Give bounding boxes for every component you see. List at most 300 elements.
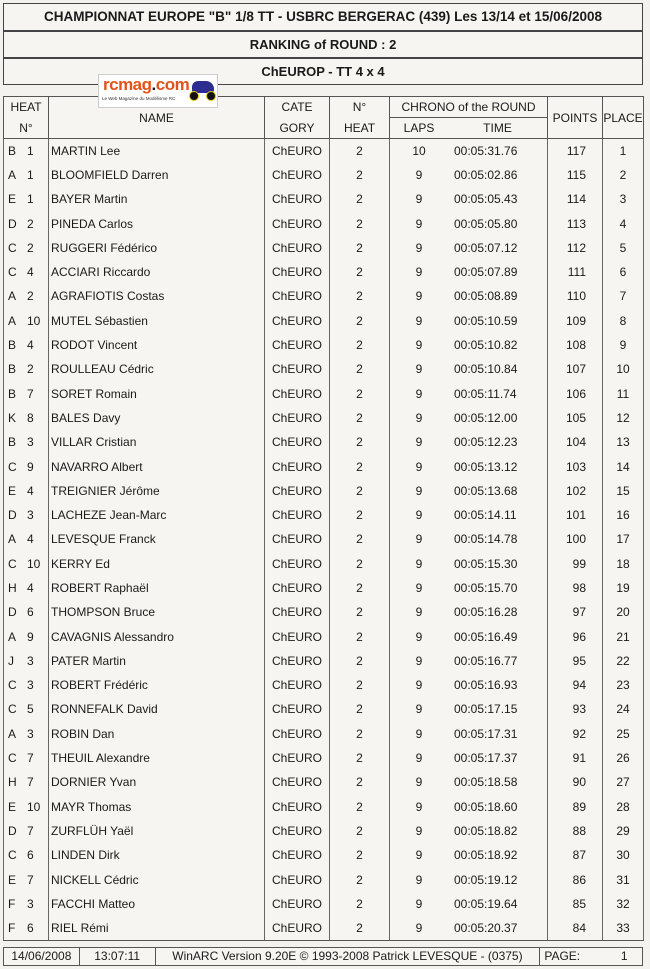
laps: 9 bbox=[415, 240, 423, 255]
race-time: 00:05:20.37 bbox=[454, 920, 518, 935]
heat-position: 10 bbox=[27, 799, 41, 814]
race-time: 00:05:16.77 bbox=[454, 653, 518, 668]
place: 32 bbox=[603, 892, 644, 916]
place: 2 bbox=[603, 163, 644, 187]
heat-position: 10 bbox=[27, 313, 41, 328]
chrono-cell bbox=[390, 527, 548, 551]
points: 107 bbox=[548, 357, 603, 381]
laps: 9 bbox=[415, 167, 423, 182]
chrono-cell bbox=[390, 892, 548, 916]
laps: 9 bbox=[415, 386, 423, 401]
heat-number: 2 bbox=[330, 770, 390, 794]
heat-letter: B bbox=[8, 338, 17, 353]
table-row bbox=[4, 600, 644, 624]
category: ChEURO bbox=[265, 892, 330, 916]
driver-name: SORET Romain bbox=[49, 381, 265, 405]
heat-letter: B bbox=[8, 143, 17, 158]
logo-tagline: Le Web Magazine du Modélisme RC bbox=[102, 96, 176, 101]
driver-name: ROULLEAU Cédric bbox=[49, 357, 265, 381]
table-row bbox=[4, 649, 644, 673]
heat-position: 4 bbox=[27, 265, 34, 280]
chrono-cell bbox=[390, 430, 548, 454]
heat-position: 9 bbox=[27, 459, 34, 474]
driver-name: KERRY Ed bbox=[49, 552, 265, 576]
heat-position: 6 bbox=[27, 605, 34, 620]
heat-cell bbox=[4, 357, 49, 381]
points: 93 bbox=[548, 697, 603, 721]
driver-name: RODOT Vincent bbox=[49, 333, 265, 357]
category: ChEURO bbox=[265, 163, 330, 187]
heat-number: 2 bbox=[330, 260, 390, 284]
heat-cell bbox=[4, 139, 49, 163]
driver-name: RIEL Rémi bbox=[49, 916, 265, 940]
heat-letter: C bbox=[8, 265, 17, 280]
table-row bbox=[4, 430, 644, 454]
chrono-cell bbox=[390, 819, 548, 843]
race-time: 00:05:19.12 bbox=[454, 872, 518, 887]
table-row bbox=[4, 697, 644, 721]
heat-cell bbox=[4, 795, 49, 819]
heat-number: 2 bbox=[330, 600, 390, 624]
driver-name: LEVESQUE Franck bbox=[49, 527, 265, 551]
heat-position: 4 bbox=[27, 532, 34, 547]
heat-position: 7 bbox=[27, 751, 34, 766]
laps: 9 bbox=[415, 896, 423, 911]
heat-letter: E bbox=[8, 192, 17, 207]
place: 20 bbox=[603, 600, 644, 624]
col-header-heat-no: N° bbox=[4, 118, 49, 139]
chrono-cell bbox=[390, 746, 548, 770]
chrono-cell bbox=[390, 284, 548, 308]
category: ChEURO bbox=[265, 795, 330, 819]
col-header-chrono: CHRONO of the ROUND bbox=[390, 97, 548, 118]
heat-cell bbox=[4, 381, 49, 405]
race-time: 00:05:11.74 bbox=[454, 386, 517, 401]
chrono-cell bbox=[390, 867, 548, 891]
heat-position: 2 bbox=[27, 240, 34, 255]
laps: 9 bbox=[415, 653, 423, 668]
heat-letter: C bbox=[8, 702, 17, 717]
chrono-cell bbox=[390, 333, 548, 357]
table-row bbox=[4, 552, 644, 576]
race-time: 00:05:18.92 bbox=[454, 848, 518, 863]
category: ChEURO bbox=[265, 697, 330, 721]
heat-cell bbox=[4, 163, 49, 187]
heat-letter: C bbox=[8, 459, 17, 474]
race-time: 00:05:18.58 bbox=[454, 775, 518, 790]
rcmag-logo bbox=[98, 74, 218, 108]
chrono-cell bbox=[390, 843, 548, 867]
heat-letter: B bbox=[8, 386, 17, 401]
place: 13 bbox=[603, 430, 644, 454]
table-row bbox=[4, 260, 644, 284]
place: 1 bbox=[603, 139, 644, 163]
table-row bbox=[4, 454, 644, 478]
heat-position: 1 bbox=[27, 192, 34, 207]
race-time: 00:05:17.37 bbox=[454, 751, 518, 766]
chrono-cell bbox=[390, 552, 548, 576]
category: ChEURO bbox=[265, 139, 330, 163]
heat-number: 2 bbox=[330, 503, 390, 527]
heat-cell bbox=[4, 284, 49, 308]
table-row bbox=[4, 357, 644, 381]
place: 31 bbox=[603, 867, 644, 891]
heat-position: 4 bbox=[27, 580, 34, 595]
points: 95 bbox=[548, 649, 603, 673]
heat-letter: C bbox=[8, 751, 17, 766]
race-time: 00:05:15.70 bbox=[454, 580, 518, 595]
place: 27 bbox=[603, 770, 644, 794]
laps: 9 bbox=[415, 338, 423, 353]
points: 89 bbox=[548, 795, 603, 819]
category: ChEURO bbox=[265, 600, 330, 624]
race-time: 00:05:12.23 bbox=[454, 435, 518, 450]
heat-position: 6 bbox=[27, 920, 34, 935]
heat-cell bbox=[4, 309, 49, 333]
col-header-laps: LAPS bbox=[403, 121, 435, 135]
points: 104 bbox=[548, 430, 603, 454]
driver-name: ACCIARI Riccardo bbox=[49, 260, 265, 284]
chrono-cell bbox=[390, 236, 548, 260]
table-row bbox=[4, 673, 644, 697]
heat-position: 7 bbox=[27, 386, 34, 401]
laps: 9 bbox=[415, 483, 423, 498]
heat-cell bbox=[4, 649, 49, 673]
category: ChEURO bbox=[265, 819, 330, 843]
category: ChEURO bbox=[265, 260, 330, 284]
heat-number: 2 bbox=[330, 187, 390, 211]
race-time: 00:05:14.11 bbox=[454, 508, 517, 523]
chrono-cell bbox=[390, 722, 548, 746]
category: ChEURO bbox=[265, 722, 330, 746]
heat-letter: D bbox=[8, 823, 17, 838]
driver-name: CAVAGNIS Alessandro bbox=[49, 624, 265, 648]
heat-number: 2 bbox=[330, 552, 390, 576]
driver-name: TREIGNIER Jérôme bbox=[49, 479, 265, 503]
laps: 9 bbox=[415, 823, 423, 838]
table-row bbox=[4, 916, 644, 940]
driver-name: RUGGERI Fédérico bbox=[49, 236, 265, 260]
table-row bbox=[4, 819, 644, 843]
place: 3 bbox=[603, 187, 644, 211]
heat-cell bbox=[4, 333, 49, 357]
race-time: 00:05:15.30 bbox=[454, 556, 518, 571]
laps: 9 bbox=[415, 920, 423, 935]
category: ChEURO bbox=[265, 770, 330, 794]
chrono-cell bbox=[390, 624, 548, 648]
category: ChEURO bbox=[265, 527, 330, 551]
points: 101 bbox=[548, 503, 603, 527]
heat-position: 7 bbox=[27, 872, 34, 887]
heat-position: 3 bbox=[27, 726, 34, 741]
driver-name: MARTIN Lee bbox=[49, 139, 265, 163]
software-credit: WinARC Version 9.20E © 1993-2008 Patrick LEVESQUE - (0375) bbox=[156, 948, 541, 965]
heat-number: 2 bbox=[330, 357, 390, 381]
place: 9 bbox=[603, 333, 644, 357]
table-row bbox=[4, 211, 644, 235]
place: 8 bbox=[603, 309, 644, 333]
heat-cell bbox=[4, 454, 49, 478]
chrono-cell bbox=[390, 503, 548, 527]
heat-letter: J bbox=[8, 653, 14, 668]
table-row bbox=[4, 284, 644, 308]
place: 22 bbox=[603, 649, 644, 673]
place: 16 bbox=[603, 503, 644, 527]
place: 6 bbox=[603, 260, 644, 284]
driver-name: BAYER Martin bbox=[49, 187, 265, 211]
laps: 9 bbox=[415, 799, 423, 814]
place: 30 bbox=[603, 843, 644, 867]
driver-name: MUTEL Sébastien bbox=[49, 309, 265, 333]
heat-letter: F bbox=[8, 896, 16, 911]
points: 110 bbox=[548, 284, 603, 308]
heat-cell bbox=[4, 843, 49, 867]
points: 87 bbox=[548, 843, 603, 867]
chrono-cell bbox=[390, 163, 548, 187]
driver-name: MAYR Thomas bbox=[49, 795, 265, 819]
heat-cell bbox=[4, 260, 49, 284]
laps: 9 bbox=[415, 410, 423, 425]
table-row bbox=[4, 333, 644, 357]
table-row bbox=[4, 406, 644, 430]
heat-number: 2 bbox=[330, 746, 390, 770]
heat-letter: C bbox=[8, 678, 17, 693]
laps: 9 bbox=[415, 508, 423, 523]
points: 98 bbox=[548, 576, 603, 600]
heat-cell bbox=[4, 576, 49, 600]
table-row bbox=[4, 867, 644, 891]
heat-cell bbox=[4, 503, 49, 527]
race-time: 00:05:17.31 bbox=[454, 726, 518, 741]
category-title: ChEUROP - TT 4 x 4 bbox=[3, 58, 643, 85]
points: 99 bbox=[548, 552, 603, 576]
heat-letter: A bbox=[8, 532, 17, 547]
heat-cell bbox=[4, 236, 49, 260]
race-time: 00:05:18.82 bbox=[454, 823, 518, 838]
table-row bbox=[4, 236, 644, 260]
driver-name: THOMPSON Bruce bbox=[49, 600, 265, 624]
points: 85 bbox=[548, 892, 603, 916]
heat-letter: H bbox=[8, 775, 17, 790]
heat-position: 5 bbox=[27, 702, 34, 717]
points: 105 bbox=[548, 406, 603, 430]
heat-position: 7 bbox=[27, 775, 34, 790]
chrono-cell bbox=[390, 697, 548, 721]
race-time: 00:05:10.84 bbox=[454, 362, 518, 377]
category: ChEURO bbox=[265, 187, 330, 211]
laps: 9 bbox=[415, 605, 423, 620]
heat-position: 8 bbox=[27, 410, 34, 425]
chrono-cell bbox=[390, 576, 548, 600]
heat-number: 2 bbox=[330, 916, 390, 940]
chrono-cell bbox=[390, 795, 548, 819]
driver-name: ROBERT Raphaël bbox=[49, 576, 265, 600]
chrono-cell bbox=[390, 916, 548, 940]
heat-cell bbox=[4, 211, 49, 235]
heat-letter: C bbox=[8, 848, 17, 863]
race-time: 00:05:31.76 bbox=[454, 143, 518, 158]
col-header-points: POINTS bbox=[548, 97, 603, 139]
points: 114 bbox=[548, 187, 603, 211]
table-row bbox=[4, 770, 644, 794]
logo-text: rcmag.com bbox=[103, 75, 190, 94]
heat-number: 2 bbox=[330, 333, 390, 357]
driver-name: VILLAR Cristian bbox=[49, 430, 265, 454]
points: 113 bbox=[548, 211, 603, 235]
race-time: 00:05:16.93 bbox=[454, 678, 518, 693]
driver-name: BLOOMFIELD Darren bbox=[49, 163, 265, 187]
col-header-time: TIME bbox=[483, 121, 512, 135]
heat-number: 2 bbox=[330, 163, 390, 187]
heat-number: 2 bbox=[330, 795, 390, 819]
laps: 9 bbox=[415, 629, 423, 644]
place: 26 bbox=[603, 746, 644, 770]
category: ChEURO bbox=[265, 503, 330, 527]
heat-position: 2 bbox=[27, 362, 34, 377]
laps: 9 bbox=[415, 435, 423, 450]
heat-number: 2 bbox=[330, 479, 390, 503]
laps: 9 bbox=[415, 265, 423, 280]
place: 7 bbox=[603, 284, 644, 308]
driver-name: DORNIER Yvan bbox=[49, 770, 265, 794]
heat-cell bbox=[4, 600, 49, 624]
place: 12 bbox=[603, 406, 644, 430]
race-time: 00:05:10.59 bbox=[454, 313, 518, 328]
heat-cell bbox=[4, 430, 49, 454]
points: 117 bbox=[548, 139, 603, 163]
page-label: PAGE: bbox=[544, 949, 581, 963]
place: 28 bbox=[603, 795, 644, 819]
heat-number: 2 bbox=[330, 624, 390, 648]
laps: 9 bbox=[415, 192, 423, 207]
table-row bbox=[4, 139, 644, 163]
laps: 9 bbox=[415, 678, 423, 693]
heat-position: 2 bbox=[27, 289, 34, 304]
heat-position: 3 bbox=[27, 435, 34, 450]
chrono-cell bbox=[390, 406, 548, 430]
chrono-cell bbox=[390, 479, 548, 503]
heat-letter: H bbox=[8, 580, 17, 595]
category: ChEURO bbox=[265, 746, 330, 770]
category: ChEURO bbox=[265, 673, 330, 697]
table-row bbox=[4, 576, 644, 600]
race-time: 00:05:14.78 bbox=[454, 532, 518, 547]
race-time: 00:05:18.60 bbox=[454, 799, 518, 814]
place: 33 bbox=[603, 916, 644, 940]
laps: 9 bbox=[415, 872, 423, 887]
heat-position: 2 bbox=[27, 216, 34, 231]
col-header-laps-time bbox=[390, 118, 548, 139]
place: 19 bbox=[603, 576, 644, 600]
heat-letter: K bbox=[8, 410, 17, 425]
heat-number: 2 bbox=[330, 576, 390, 600]
heat-number: 2 bbox=[330, 673, 390, 697]
category: ChEURO bbox=[265, 357, 330, 381]
category: ChEURO bbox=[265, 576, 330, 600]
heat-number: 2 bbox=[330, 381, 390, 405]
place: 29 bbox=[603, 819, 644, 843]
heat-letter: A bbox=[8, 289, 17, 304]
col-header-cate: CATE bbox=[265, 97, 330, 118]
points: 96 bbox=[548, 624, 603, 648]
chrono-cell bbox=[390, 649, 548, 673]
race-time: 00:05:08.89 bbox=[454, 289, 518, 304]
table-row bbox=[4, 503, 644, 527]
col-header-heat: HEAT bbox=[4, 97, 49, 118]
heat-cell bbox=[4, 892, 49, 916]
heat-letter: B bbox=[8, 435, 17, 450]
driver-name: ROBIN Dan bbox=[49, 722, 265, 746]
points: 97 bbox=[548, 600, 603, 624]
points: 111 bbox=[548, 260, 603, 284]
laps: 9 bbox=[415, 848, 423, 863]
points: 102 bbox=[548, 479, 603, 503]
heat-letter: E bbox=[8, 799, 17, 814]
points: 94 bbox=[548, 673, 603, 697]
round-title: RANKING of ROUND : 2 bbox=[3, 31, 643, 58]
heat-cell bbox=[4, 406, 49, 430]
points: 100 bbox=[548, 527, 603, 551]
heat-letter: D bbox=[8, 216, 17, 231]
category: ChEURO bbox=[265, 333, 330, 357]
heat-number: 2 bbox=[330, 527, 390, 551]
heat-position: 4 bbox=[27, 338, 34, 353]
col-header-heat2: HEAT bbox=[330, 118, 390, 139]
race-time: 00:05:17.15 bbox=[454, 702, 518, 717]
category: ChEURO bbox=[265, 649, 330, 673]
race-time: 00:05:12.00 bbox=[454, 410, 518, 425]
points: 88 bbox=[548, 819, 603, 843]
championship-title: CHAMPIONNAT EUROPE "B" 1/8 TT - USBRC BERGERAC (439) Les 13/14 et 15/06/2008 bbox=[3, 3, 643, 31]
race-time: 00:05:05.80 bbox=[454, 216, 518, 231]
heat-number: 2 bbox=[330, 697, 390, 721]
category: ChEURO bbox=[265, 381, 330, 405]
category: ChEURO bbox=[265, 430, 330, 454]
heat-cell bbox=[4, 552, 49, 576]
points: 112 bbox=[548, 236, 603, 260]
wheel-icon bbox=[189, 91, 199, 101]
place: 5 bbox=[603, 236, 644, 260]
laps: 9 bbox=[415, 775, 423, 790]
table-row bbox=[4, 187, 644, 211]
category: ChEURO bbox=[265, 406, 330, 430]
heat-number: 2 bbox=[330, 722, 390, 746]
chrono-cell bbox=[390, 139, 548, 163]
ranking-table bbox=[3, 96, 644, 941]
race-time: 00:05:19.64 bbox=[454, 896, 518, 911]
points: 103 bbox=[548, 454, 603, 478]
heat-position: 3 bbox=[27, 678, 34, 693]
heat-letter: E bbox=[8, 483, 17, 498]
heat-cell bbox=[4, 187, 49, 211]
category: ChEURO bbox=[265, 284, 330, 308]
driver-name: LINDEN Dirk bbox=[49, 843, 265, 867]
place: 4 bbox=[603, 211, 644, 235]
points: 90 bbox=[548, 770, 603, 794]
heat-number: 2 bbox=[330, 430, 390, 454]
laps: 9 bbox=[415, 702, 423, 717]
laps: 9 bbox=[415, 556, 423, 571]
heat-cell bbox=[4, 867, 49, 891]
heat-cell bbox=[4, 479, 49, 503]
heat-letter: C bbox=[8, 556, 17, 571]
print-time: 13:07:11 bbox=[80, 948, 156, 965]
heat-position: 3 bbox=[27, 896, 34, 911]
table-row bbox=[4, 746, 644, 770]
category: ChEURO bbox=[265, 309, 330, 333]
heat-cell bbox=[4, 916, 49, 940]
heat-position: 10 bbox=[27, 556, 41, 571]
